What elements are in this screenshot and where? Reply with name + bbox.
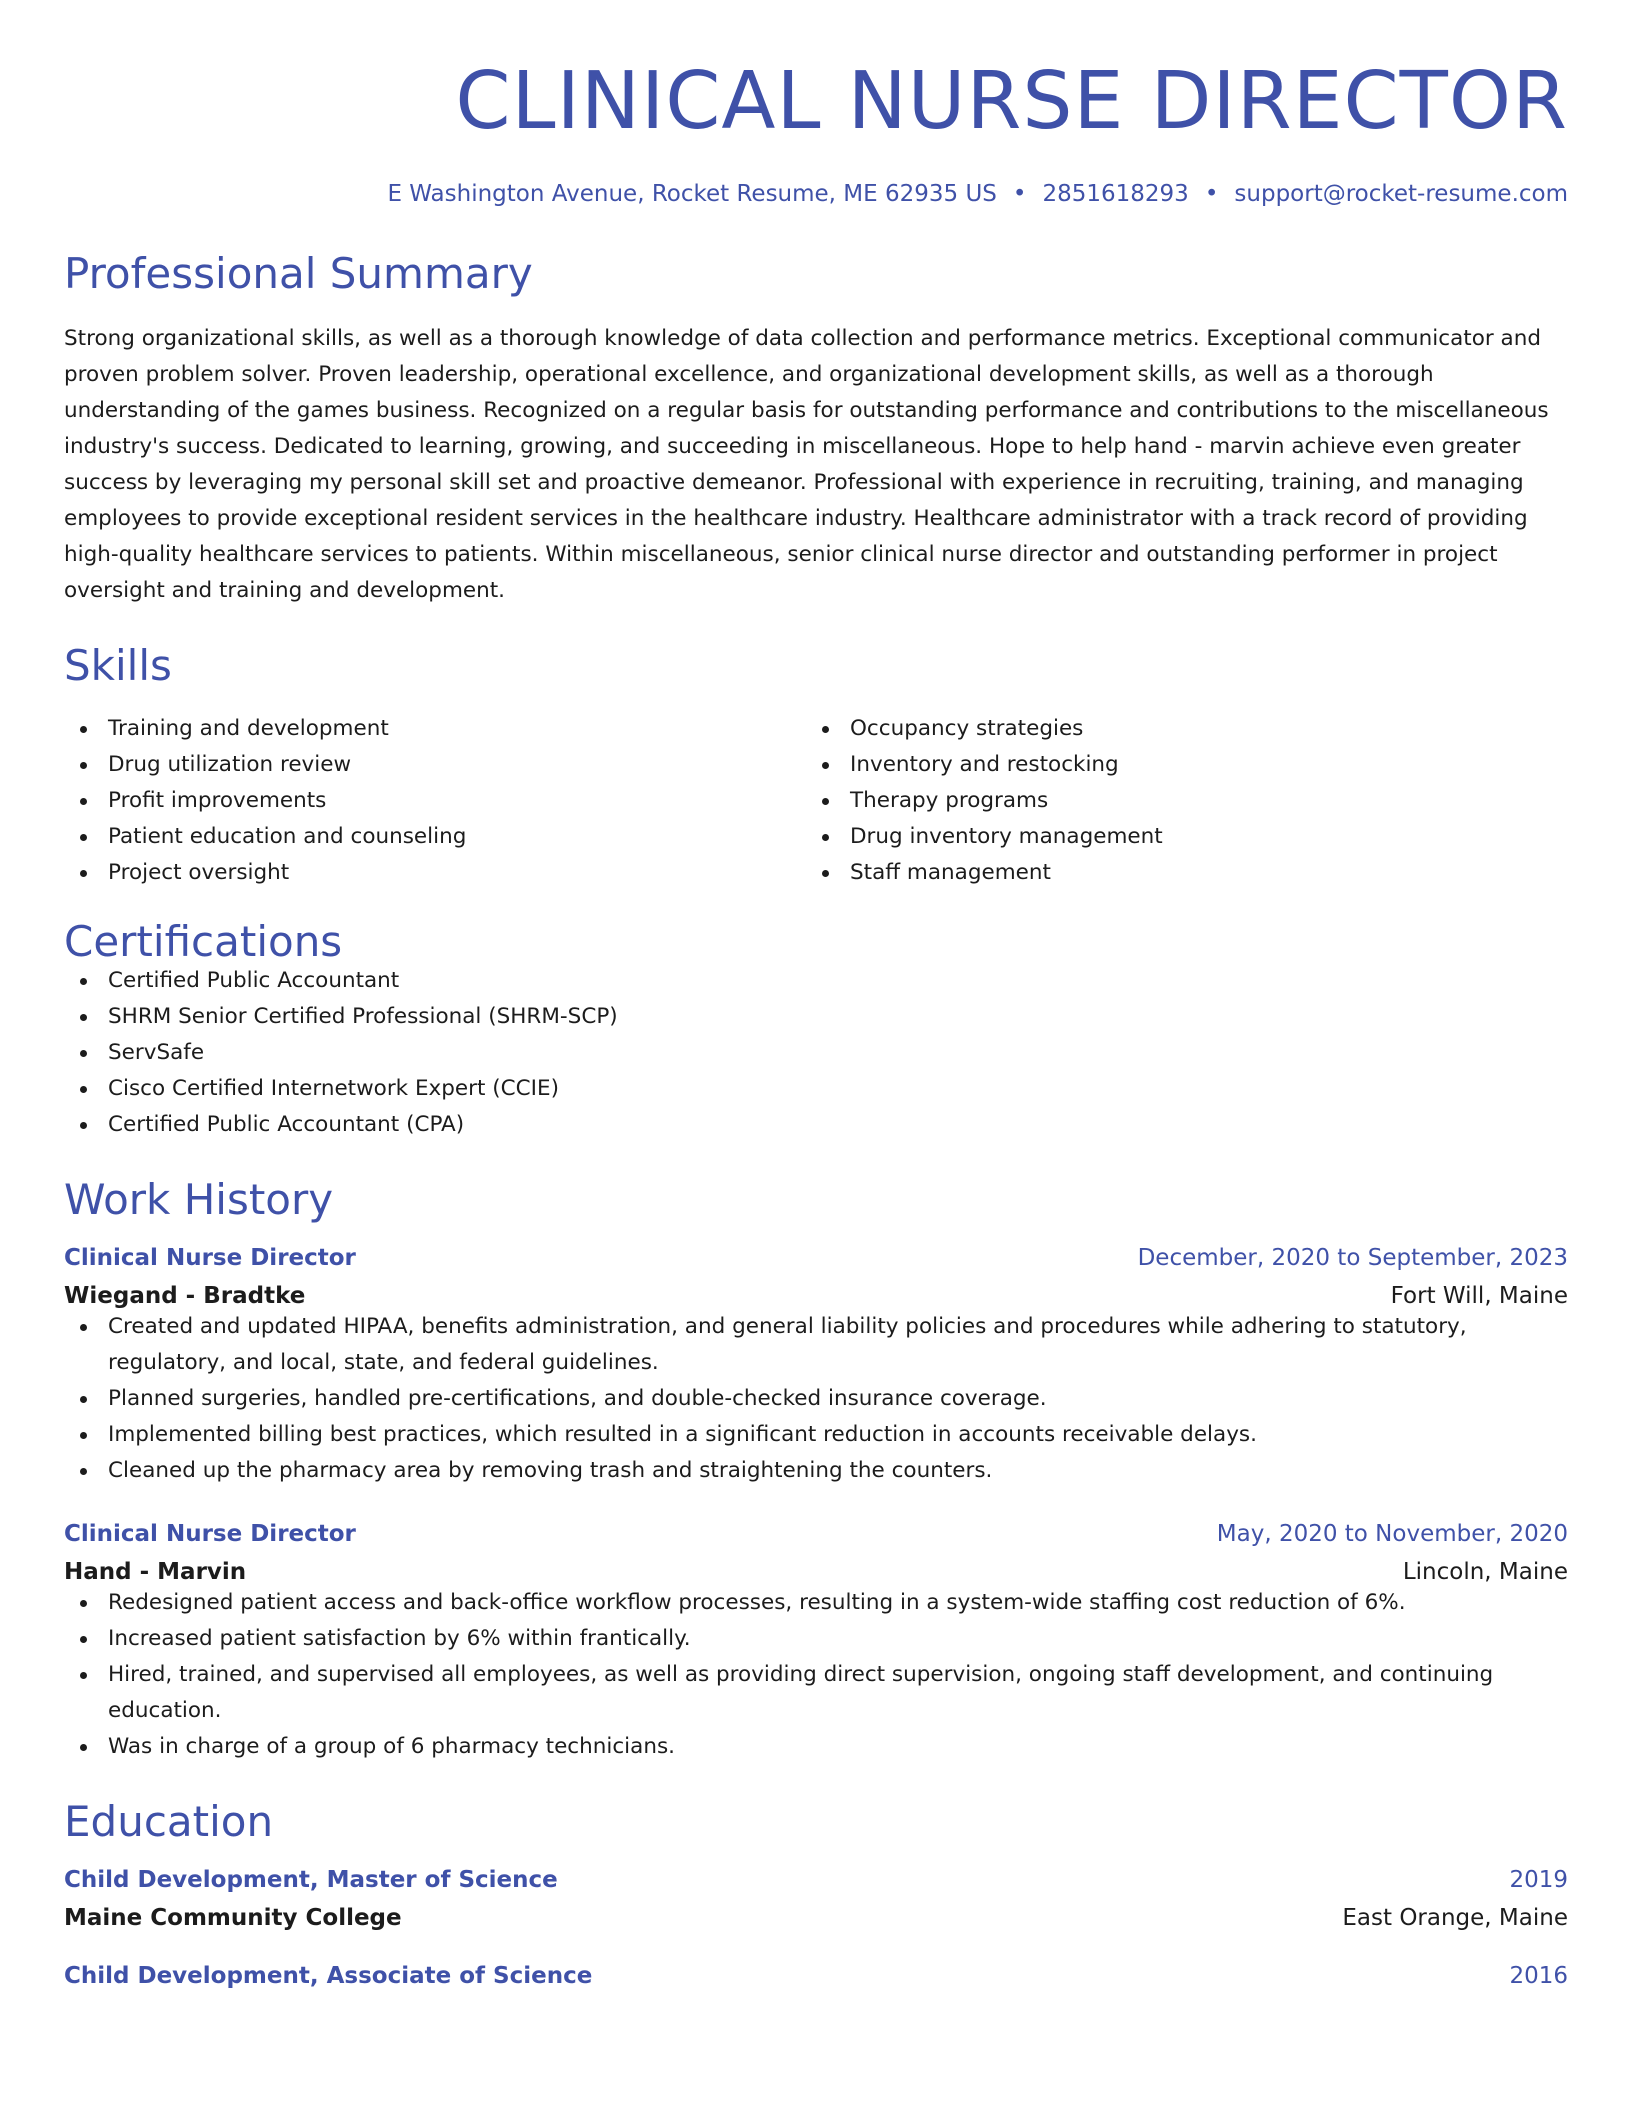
- skill-item: Staff management: [806, 855, 1548, 891]
- work-history-heading: Work History: [64, 1175, 334, 1224]
- skills-heading: Skills: [64, 641, 172, 690]
- work-entry-subheader: [64, 1559, 1568, 1585]
- certification-item: Certified Public Accountant: [64, 963, 1568, 999]
- job-bullet: Implemented billing best practices, which resulted in a significant reduction in accounts receivable delays.: [64, 1417, 1568, 1453]
- job-bullets: [64, 1585, 1568, 1765]
- job-title: Clinical Nurse Director: [64, 1245, 356, 1271]
- contact-separator: •: [1204, 181, 1219, 207]
- certification-item: Cisco Certified Internetwork Expert (CCIE): [64, 1071, 1568, 1107]
- contact-separator: •: [1012, 181, 1027, 207]
- degree-name: Child Development, Master of Science: [64, 1867, 558, 1893]
- graduation-year: 2016: [1509, 1963, 1568, 1989]
- job-dates: December, 2020 to September, 2023: [1137, 1245, 1568, 1271]
- certification-item: SHRM Senior Certified Professional (SHRM-SCP): [64, 999, 1568, 1035]
- certification-item: Certified Public Accountant (CPA): [64, 1107, 1568, 1143]
- company-name: Hand - Marvin: [64, 1559, 247, 1585]
- skills-grid: [64, 711, 1568, 891]
- work-entry-header: [64, 1245, 1568, 1271]
- skill-item: Profit improvements: [64, 783, 806, 819]
- skill-item: Training and development: [64, 711, 806, 747]
- resume-name: CLINICAL NURSE DIRECTOR: [455, 55, 1568, 147]
- contact-phone: 2851618293: [1042, 181, 1189, 207]
- job-dates: May, 2020 to November, 2020: [1216, 1521, 1568, 1547]
- contact-line: [64, 181, 1568, 207]
- school-name: Maine Community College: [64, 1905, 402, 1931]
- job-bullet: Increased patient satisfaction by 6% within frantically.: [64, 1621, 1568, 1657]
- skill-item: Drug inventory management: [806, 819, 1548, 855]
- job-bullet: Redesigned patient access and back-office workflow processes, resulting in a system-wide staffing cost reduction of 6%.: [64, 1585, 1568, 1621]
- summary-heading: Professional Summary: [64, 249, 533, 298]
- education-entry: [64, 1963, 1568, 1989]
- degree-name: Child Development, Associate of Science: [64, 1963, 593, 1989]
- skill-item: Drug utilization review: [64, 747, 806, 783]
- certifications-heading: Certifications: [64, 917, 343, 966]
- work-entry: [64, 1521, 1568, 1765]
- skill-item: Occupancy strategies: [806, 711, 1548, 747]
- skill-item: Project oversight: [64, 855, 806, 891]
- education-entry-header: [64, 1867, 1568, 1893]
- job-location: Lincoln, Maine: [1402, 1559, 1568, 1585]
- education-heading: Education: [64, 1797, 274, 1846]
- skill-item: Patient education and counseling: [64, 819, 806, 855]
- summary-text: Strong organizational skills, as well as a thorough knowledge of data collection and performance metrics. Exceptional communicator and proven problem solver. Proven leadership, operational excellence, and organizational development skills, as well as a thorough understanding of the games business. Recognized on a regular basis for outstanding performance and contributions to the miscellaneous industry's success. Dedicated to learning, growing, and succeeding in miscellaneous. Hope to help hand - marvin achieve even greater success by leveraging my personal skill set and proactive demeanor. Professional with experience in recruiting, training, and managing employees to provide exceptional resident services in the healthcare industry. Healthcare administrator with a track record of providing high-quality healthcare services to patients. Within miscellaneous, senior clinical nurse director and outstanding performer in project oversight and training and development.: [64, 326, 1549, 603]
- skills-list-left: [64, 711, 806, 891]
- job-bullet: Planned surgeries, handled pre-certifications, and double-checked insurance coverage.: [64, 1381, 1568, 1417]
- job-bullet: Hired, trained, and supervised all employees, as well as providing direct supervision, ongoing staff development, and continuing education.: [64, 1657, 1568, 1729]
- skills-list-right: [806, 711, 1548, 891]
- skill-item: Inventory and restocking: [806, 747, 1548, 783]
- company-name: Wiegand - Bradtke: [64, 1283, 306, 1309]
- work-entry-header: [64, 1521, 1568, 1547]
- work-entry: [64, 1245, 1568, 1489]
- work-entry-subheader: [64, 1283, 1568, 1309]
- job-bullets: [64, 1309, 1568, 1489]
- certifications-list: [64, 963, 1568, 1143]
- job-title: Clinical Nurse Director: [64, 1521, 356, 1547]
- job-location: Fort Will, Maine: [1390, 1283, 1568, 1309]
- certification-item: ServSafe: [64, 1035, 1568, 1071]
- job-bullet: Created and updated HIPAA, benefits administration, and general liability policies and procedures while adhering to statutory, regulatory, and local, state, and federal guidelines.: [64, 1309, 1568, 1381]
- education-entry-subheader: [64, 1905, 1568, 1931]
- education-entry: [64, 1867, 1568, 1931]
- school-location: East Orange, Maine: [1342, 1905, 1568, 1931]
- job-bullet: Cleaned up the pharmacy area by removing trash and straightening the counters.: [64, 1453, 1568, 1489]
- job-bullet: Was in charge of a group of 6 pharmacy technicians.: [64, 1729, 1568, 1765]
- graduation-year: 2019: [1509, 1867, 1568, 1893]
- skill-item: Therapy programs: [806, 783, 1548, 819]
- contact-address: E Washington Avenue, Rocket Resume, ME 62935 US: [387, 181, 997, 207]
- education-entry-header: [64, 1963, 1568, 1989]
- contact-email: support@rocket-resume.com: [1234, 181, 1568, 207]
